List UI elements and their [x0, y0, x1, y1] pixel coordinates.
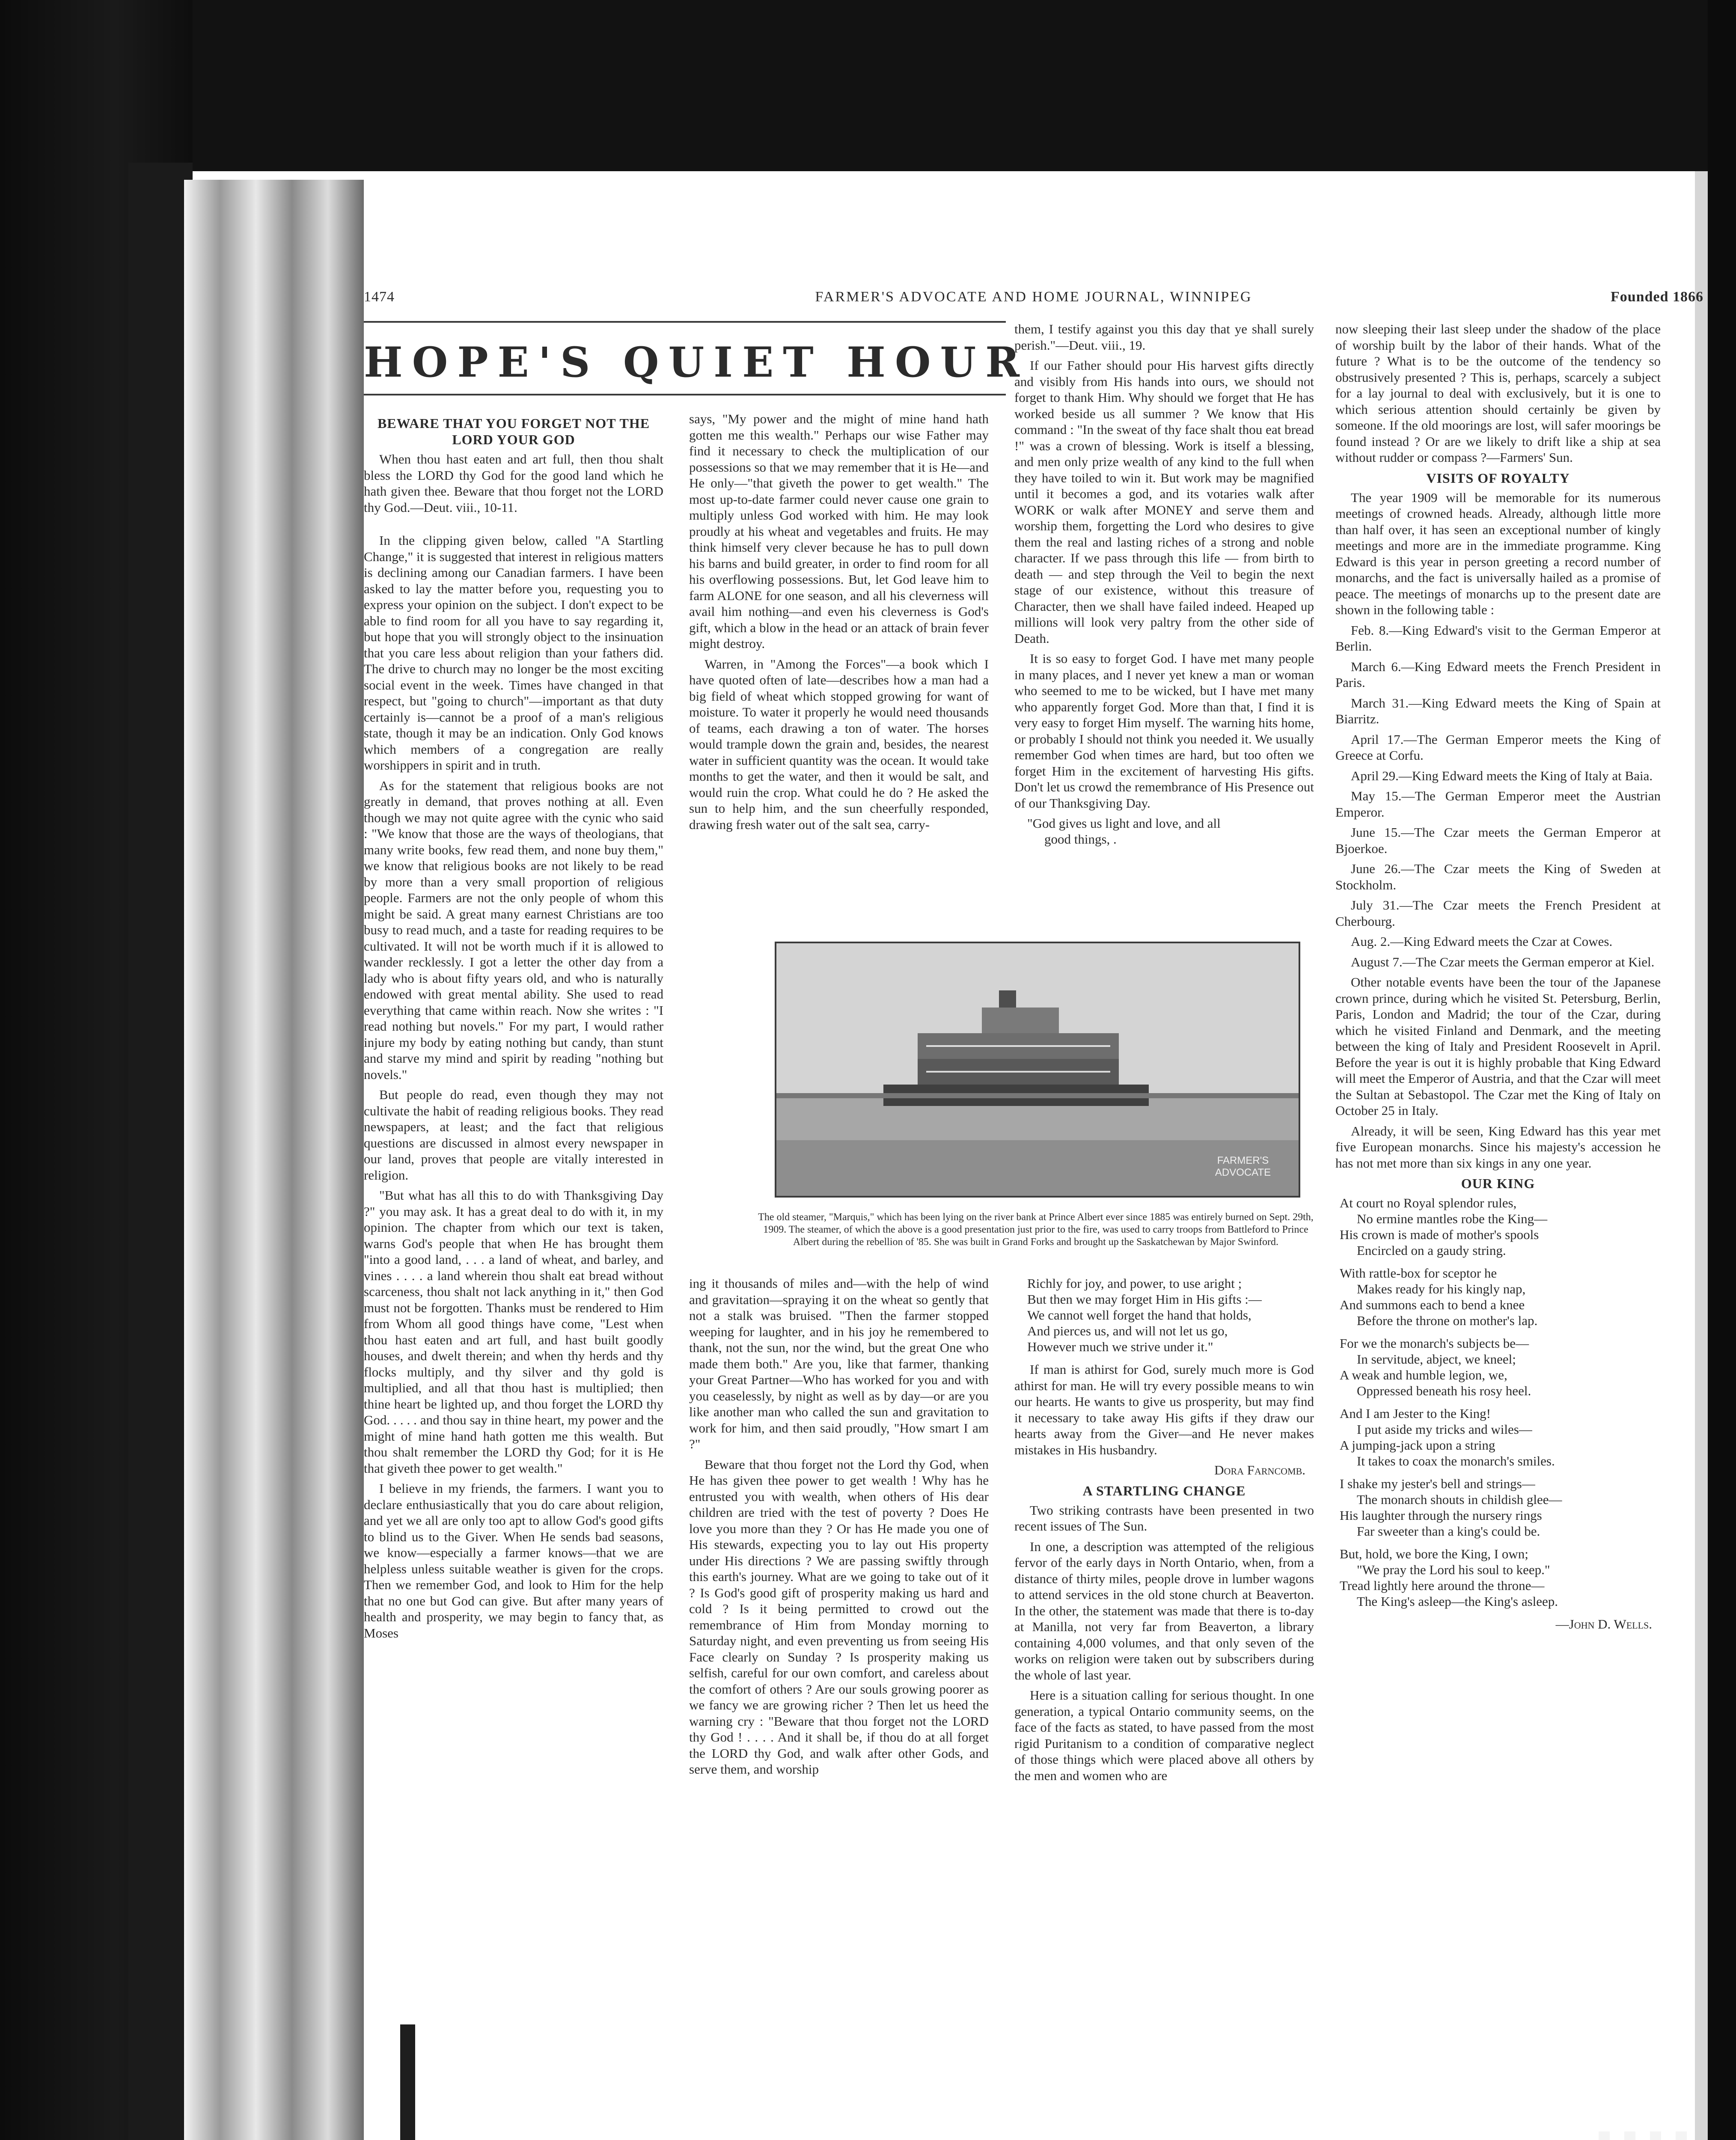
paragraph: If man is athirst for God, surely much more is God athirst for man. He will try every possible means to win our hearts. He wants to give us prosperity, but may find it necessary to take away His gifts if they draw our hearts away from the Giver—and He never makes mistakes in His husbandry.: [1014, 1362, 1314, 1457]
poem-line: The King's asleep—the King's asleep.: [1357, 1594, 1558, 1609]
steamer-photo: [775, 942, 1300, 1198]
newspaper-page: [364, 265, 1703, 2140]
royalty-item: August 7.—The Czar meets the German emperor at Kiel.: [1351, 954, 1655, 969]
poem-line: His laughter through the nursery rings: [1340, 1508, 1542, 1523]
paragraph: Warren, in "Among the Forces"—a book which I have quoted often of late—describes how a man had a big field of wheat which stopped growing for want of moisture. To water it properly he would need thousands of teams, each drawing a ton of water. The horses would trample down the grain and, besides, the nearest water in sufficient quantity was the ocean. It would take months to get the water, and then it would be salt, and would ruin the crop. What could he do ? He asked the sun to help him, and the sun cheerfully responded, drawing fresh water out of the salt sea, carry-: [689, 656, 989, 832]
paragraph: them, I testify against you this day that ye shall surely perish."—Deut. viii., 19.: [1014, 321, 1314, 353]
column-3-bottom: [1014, 1275, 1314, 1788]
paragraph: says, "My power and the might of mine hand hath gotten me this wealth." Perhaps our wise Father may find it necessary to check the multiplication of our possessions so that we may remember that it is He—and He only—"that giveth the power to get wealth." The most up-to-date farmer could never cause one grain to multiply unless God worked with him. He may look proudly at his wheat and vegetables and fruits. He may think himself very clever because he has to pull down his barns and build greater, in order to find room for all his overflowing possessions. But, let God leave him to farm ALONE for one season, and all his cleverness will avail him nothing—and even his cleverness is God's gift, which a blow in the head or an attack of brain fever might destroy.: [689, 411, 989, 651]
poem-line: [1340, 1539, 1661, 1546]
masthead-title: HOPE'S QUIET HOUR: [364, 338, 1029, 386]
page-edges: [184, 180, 364, 2140]
paragraph: Already, it will be seen, King Edward has this year met five European monarchs. Since his majesty's accession he has not met more than six kings in any one year.: [1335, 1123, 1661, 1171]
poem-line: Richly for joy, and power, to use aright ;: [1027, 1276, 1242, 1291]
paragraph: As for the statement that religious books are not greatly in demand, that proves nothing at all. Even though we may not quite agree with the cynic who said : "We know that those are the ways of theologians, that many write books, few read them, and none buy them," we know that religious books are not likely to be read by more than a very small proportion of religious people. Farmers are not the only people of whom this might be said. A great many earnest Christians are too busy to read much, and a taste for reading requires to be cultivated. It will not be worth much if it is allowed to wander recklessly. I got a letter the other day from a lady who is about fifty years old, and who is naturally endowed with great mental ability. She used to read everything that came within reach. Now she writes : "I read nothing but novels." For my part, I would rather injure my body by eating nothing but candy, than stunt and starve my mind and spirit by reading "nothing but novels.": [364, 778, 663, 1082]
poem-line: "God gives us light and love, and all: [1027, 816, 1221, 831]
paragraph: ing it thousands of miles and—with the help of wind and gravitation—spraying it on the wheat so gently that not a stalk was bruised. "Then the farmer stopped weeping for laughter, and in his joy he remembered to thank, not the sun, nor the wind, but the great One who made them both." Are you, like that farmer, thanking your Great Partner—Who has worked for you and with you ceaselessly, by night as well as by day—or are you like another man who called the sun and gravitation to work for him, and then said proudly, "How smart I am ?": [689, 1276, 989, 1451]
poem-line: good things, .: [1044, 832, 1117, 847]
paragraph: I believe in my friends, the farmers. I want you to declare enthusiastically that you do care about religion, and yet we all are only too apt to allow God's good gifts to blind us to the Giver. When He sends bad seasons, we know—especially a farmer knows—that we are helpless unless suitable weather is given for the crops. Then we remember God, and look to Him for the help that no one but God can give. But after many years of health and prosperity, we may begin to fancy that, as Moses: [364, 1481, 663, 1641]
poem-line: I put aside my tricks and wiles—: [1357, 1422, 1532, 1437]
paragraph: In one, a description was attempted of the religious fervor of the early days in North Ontario, when, from a distance of thirty miles, people drove in lumber wagons to attend services in the old stone church at Beaverton. In the other, the statement was made that there is to-day at Manilla, not very far from Beaverton, a library containing 4,000 volumes, and that only seven of the works on religion were taken out by subscribers during the whole of last year.: [1014, 1539, 1314, 1682]
section-heading-our-king: OUR KING: [1461, 1176, 1535, 1191]
royalty-item: July 31.—The Czar meets the French President at Cherbourg.: [1335, 898, 1661, 929]
poem-line: [1340, 1469, 1661, 1476]
section-heading-startling: A STARTLING CHANGE: [1082, 1483, 1246, 1498]
poem-line: In servitude, abject, we kneel;: [1357, 1352, 1516, 1367]
photo-caption: The old steamer, "Marquis," which has been lying on the river bank at Prince Albert ever since 1885 was entirely burned on Sept. 29th, 1909. The steamer, of which the above is a good presentation just prior to the fire, was used to carry troops from Battleford to Prince Albert during the rebellion of '85. She was built in Grand Forks and brought up the Saskatchewan by Major Swinford.: [758, 1212, 1314, 1248]
scripture-quote: When thou hast eaten and art full, then thou shalt bless the LORD thy God for the good land which he hath given thee. Beware that thou forget not the LORD thy God.—Deut. viii., 10-11.: [364, 452, 663, 515]
poem-line: And summons each to bend a knee: [1340, 1297, 1525, 1312]
masthead-top-rule: [364, 321, 1006, 323]
paragraph: "But what has all this to do with Thanksgiving Day ?" you may ask. It has a great deal to do with it, in my opinion. The chapter from which our text is taken, warns God's people that when He has brought them "into a good land, . . . a land of wheat, and barley, and vines . . . . a land wherein thou shalt eat bread without scarceness, thou shalt not lack anything in it," then God must not be forgotten. Thanks must be rendered to Him from Whom all good things have come, "Lest when thou hast eaten and art full, and hast built goodly houses, and dwelt therein; and when thy herds and thy flocks multiply, and thy silver and thy gold is multiplied, and all that thou hast is multiplied; then thine heart be lighted up, and thou forget the LORD thy God. . . . . and thou say in thine heart, my power and the might of mine hand hath gotten me this wealth. But thou shalt remember the LORD thy God; for it is He that giveth thee power to get wealth.": [364, 1188, 663, 1476]
poem-line: However much we strive under it.": [1027, 1339, 1213, 1354]
poem-line: [1340, 1399, 1661, 1406]
poem-line: But then we may forget Him in His gifts :—: [1027, 1292, 1262, 1307]
section-heading-royalty: VISITS OF ROYALTY: [1426, 470, 1570, 486]
column-4: [1335, 321, 1661, 1637]
column-2-top: [689, 411, 989, 837]
paragraph: now sleeping their last sleep under the shadow of the place of worship built by the labor of their hands. What of the future ? What is to be the outcome of the tendency so obstrusively presented ? This is, perhaps, scarcely a subject for a lay journal to deal with exclusively, but it is one to which serious attention should certainly be given by someone. If the old moorings are lost, will safer moorings be found instead ? Or are we likely to drift like a ship at sea without rudder or compass ?—Farmers' Sun.: [1335, 321, 1661, 465]
poem-line: [1340, 1329, 1661, 1335]
poem-line: His crown is made of mother's spools: [1340, 1227, 1539, 1242]
royalty-item: Aug. 2.—King Edward meets the Czar at Cowes.: [1351, 934, 1613, 949]
royalty-item: Feb. 8.—King Edward's visit to the German Emperor at Berlin.: [1335, 622, 1661, 654]
royalty-item: March 31.—King Edward meets the King of Spain at Biarritz.: [1335, 695, 1661, 726]
royalty-item: May 15.—The German Emperor meet the Austrian Emperor.: [1335, 788, 1661, 820]
poem-line: But, hold, we bore the King, I own;: [1340, 1546, 1528, 1561]
running-head: FARMER'S ADVOCATE AND HOME JOURNAL, WINNIPEG: [815, 289, 1252, 305]
founded-label: Founded 1866: [1611, 289, 1703, 305]
poem-line: The monarch shouts in childish glee—: [1357, 1492, 1562, 1507]
poem-line: [1340, 1258, 1661, 1265]
poem-line: Tread lightly here around the throne—: [1340, 1578, 1545, 1593]
paragraph: If our Father should pour His harvest gifts directly and visibly from His hands into ours, we should not forget to thank Him. Why should we forget that He has worked beside us all summer ? We know that His command : "In the sweat of thy face shalt thou eat bread !" was a crown of blessing. Work is itself a blessing, and men only prize wealth of any kind to the full when they have toiled to win it. But work may be magnified until it becomes a god, and its votaries walk after WORK or walk after MONEY and serve them and worship them, forgetting the Lord who desires to give them the real and lasting riches of a strong and noble character. If we pass through this life — from birth to death — and step through the Veil to begin the next stage of our existence, without this treasure of Character, then we shall have failed indeed. Heaped up millions will look very paltry from the other side of Death.: [1014, 358, 1314, 646]
paragraph: The year 1909 will be memorable for its numerous meetings of crowned heads. Already, although little more than half over, it has seen an exceptional number of kingly meetings and more are in the immediate programme. King Edward is this year in person greeting a record number of monarchs, and the fact is universally hailed as a promise of peace. The meetings of monarchs up to the present date are shown in the following table :: [1335, 490, 1661, 617]
page-header: [364, 289, 1703, 310]
poem-line: I shake my jester's bell and strings—: [1340, 1476, 1535, 1491]
poem-line: Makes ready for his kingly nap,: [1357, 1281, 1526, 1296]
royalty-item: April 29.—King Edward meets the King of Italy at Baia.: [1351, 768, 1653, 783]
paragraph: Other notable events have been the tour of the Japanese crown prince, during which he visited St. Petersburg, Berlin, Paris, London and Madrid; the tour of the Czar, during which he visited Finland and Denmark, and the meeting between the king of Italy and President Roosevelt in April. Before the year is out it is highly probable that King Edward will meet the Emperor of Austria, and that the Czar will meet the Sultan at Sebastopol. The Czar met the King of Italy on October 25 in Italy.: [1335, 975, 1661, 1118]
poem-line: And I am Jester to the King!: [1340, 1406, 1491, 1421]
poem-line: And pierces us, and will not let us go,: [1027, 1323, 1228, 1338]
poem-line: For we the monarch's subjects be—: [1340, 1336, 1529, 1351]
our-king-poem: [1340, 1195, 1661, 1609]
poem-line: Encircled on a gaudy string.: [1357, 1243, 1506, 1258]
book-spine-shadow: [128, 163, 193, 2140]
paragraph: Here is a situation calling for serious thought. In one generation, a typical Ontario community seems, on the face of the facts as stated, to have passed from the most rigid Puritanism to a condition of comparative neglect of those things which were placed above all others by the men and women who are: [1014, 1688, 1314, 1783]
column-2-bottom: [689, 1275, 989, 1782]
section-heading-beware: BEWARE THAT YOU FORGET NOT THE LORD YOUR GOD: [377, 416, 650, 447]
paragraph: It is so easy to forget God. I have met many people in many places, and I never yet knew a man or woman who seemed to me to be wicked, but I have met many who apparently forget God. More than that, I find it is very easy to forget Him myself. The warning hits home, or probably I should not think you needed it. We usually remember God when times are hard, but too often we forget Him in the excitement of harvesting His gifts. Don't let us crowd the remembrance of His Presence out of our Thanksgiving Day.: [1014, 651, 1314, 811]
author-signature: Dora Farncomb.: [1214, 1462, 1305, 1477]
royalty-item: June 15.—The Czar meets the German Emperor at Bjoerkoe.: [1335, 825, 1661, 856]
column-1: [364, 411, 663, 1645]
photo-watermark: FARMER'S ADVOCATE: [1215, 1155, 1271, 1178]
paragraph: Beware that thou forget not the Lord thy God, when He has given thee power to get wealth ! Why has he entrusted you with wealth, when others of His dear children are tried with the test of poverty ? Does He love you more than they ? Or has He made you one of His stewards, expecting you to lay out His property under His directions ? We are passing swiftly through this earth's journey. What are we going to take out of it ? Is God's good gift of prosperity making us hard and cold ? Is it being permitted to crowd out the remembrance of Him from Monday morning to Saturday night, and even preventing us from seeing His Face clearly on Sunday ? Is prosperity making us selfish, careful for our own comfort, and careless about the comfort of others ? Are our souls growing poorer as we fancy we are growing richer ? Then let us heed the warning cry : "Beware that thou forget not the LORD thy God ! . . . . And it shall be, if thou do at all forget the LORD thy God, and walk after other Gods, and serve them, and worship: [689, 1456, 989, 1777]
poem-line: A jumping-jack upon a string: [1340, 1438, 1495, 1453]
poem-line: Oppressed beneath his rosy heel.: [1357, 1383, 1531, 1398]
right-black-margin: [1708, 0, 1736, 2140]
poem-line: At court no Royal splendor rules,: [1340, 1195, 1517, 1210]
masthead-bottom-rule: [364, 394, 1006, 395]
column-3-top: [1014, 321, 1314, 854]
royalty-item: June 26.—The Czar meets the King of Sweden at Stockholm.: [1335, 861, 1661, 892]
poem-line: We cannot well forget the hand that holds,: [1027, 1308, 1251, 1323]
poem-signature: —John D. Wells.: [1555, 1617, 1652, 1632]
royalty-item: March 6.—King Edward meets the French President in Paris.: [1335, 659, 1661, 690]
paragraph: But people do read, even though they may not cultivate the habit of reading religious books. They read newspapers, at least; and the fact that religious questions are discussed in almost every newspaper in our land, proves that people are vitally interested in religion.: [364, 1087, 663, 1183]
poem-line: No ermine mantles robe the King—: [1357, 1211, 1548, 1226]
paragraph: In the clipping given below, called "A Startling Change," it is suggested that interest in religious matters is declining among our Canadian farmers. I have been asked to lay the matter before you, requesting you to express your opinion on the subject. I don't expect to be able to find room for all you have to say regarding it, but hope that you will strongly object to the insinuation that you care less about religion than your fathers did. The drive to church may no longer be the most exciting social event in the week. Times have changed in that respect, but "going to church"—important as that duty certainly is—cannot be a proof of a man's religious state, though it may be an indication. Only God knows which members of a congregation are really worshippers in spirit and in truth.: [364, 533, 663, 773]
paragraph: Two striking contrasts have been presented in two recent issues of The Sun.: [1014, 1502, 1314, 1534]
royalty-item: April 17.—The German Emperor meets the King of Greece at Corfu.: [1335, 731, 1661, 763]
poem-line: "We pray the Lord his soul to keep.": [1357, 1562, 1550, 1577]
closing-poem: [1027, 815, 1314, 847]
poem-line: Before the throne on mother's lap.: [1357, 1313, 1538, 1328]
poem-line: It takes to coax the monarch's smiles.: [1357, 1453, 1555, 1468]
top-black-band: [193, 0, 1736, 171]
page-number: 1474: [364, 289, 395, 305]
hymn-poem: [1027, 1275, 1314, 1355]
poem-line: Far sweeter than a king's could be.: [1357, 1524, 1540, 1539]
poem-line: A weak and humble legion, we,: [1340, 1367, 1507, 1382]
poem-line: With rattle-box for sceptor he: [1340, 1266, 1497, 1281]
